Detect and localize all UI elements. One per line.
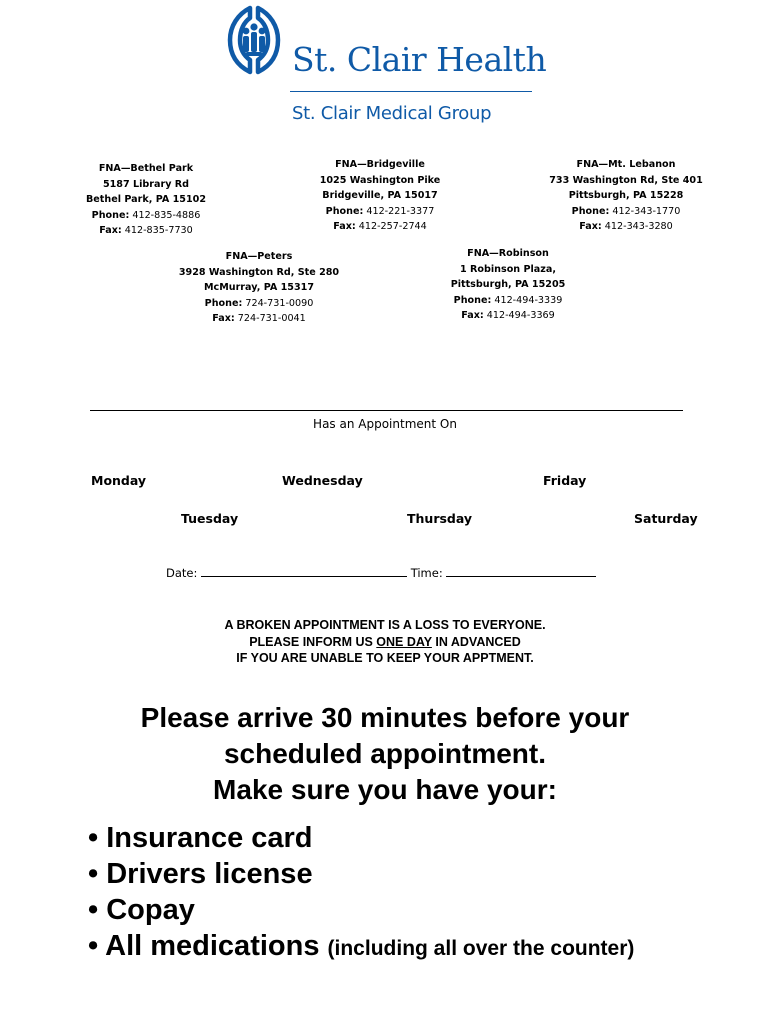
hands-family-icon	[226, 4, 282, 76]
date-label: Date:	[166, 566, 198, 580]
fax-number: 412-835-7730	[124, 225, 193, 236]
office-city: Bethel Park, PA 15102	[85, 194, 207, 205]
phone-label: Phone:	[91, 209, 130, 221]
office-peters	[179, 249, 339, 327]
fax-number: 724-731-0041	[237, 313, 306, 324]
office-city: Pittsburgh, PA 15228	[568, 190, 684, 201]
office-street: 1025 Washington Pike	[319, 174, 441, 186]
phone-label: Phone:	[453, 294, 492, 306]
office-street: 733 Washington Rd, Ste 401	[549, 174, 703, 186]
appointment-label: Has an Appointment On	[313, 417, 457, 431]
broken-appointment-warning	[0, 617, 770, 667]
office-street: 5187 Library Rd	[102, 178, 190, 190]
office-name: FNA—Bethel Park	[98, 163, 194, 174]
day-monday[interactable]: Monday	[91, 473, 147, 488]
fax-number: 412-494-3369	[486, 310, 555, 321]
office-name: FNA—Peters	[225, 251, 293, 262]
warning-one-day: ONE DAY	[376, 634, 432, 649]
phone-number: 412-494-3339	[494, 294, 563, 306]
office-fax	[320, 219, 441, 235]
bring-checklist	[88, 820, 634, 967]
fax-label: Fax:	[461, 310, 484, 321]
office-city: Pittsburgh, PA 15205	[450, 279, 566, 290]
day-thursday[interactable]: Thursday	[407, 511, 473, 526]
phone-label: Phone:	[204, 297, 243, 309]
phone-number: 412-221-3377	[366, 205, 435, 217]
warning-line-2	[0, 634, 770, 651]
office-city: McMurray, PA 15317	[203, 282, 315, 293]
day-tuesday[interactable]: Tuesday	[181, 511, 239, 526]
office-phone	[86, 208, 206, 224]
fax-label: Fax:	[579, 221, 602, 232]
office-robinson	[451, 246, 566, 324]
office-phone	[179, 296, 339, 312]
list-item	[88, 928, 634, 967]
brand-divider	[290, 91, 532, 92]
office-phone	[451, 293, 566, 309]
date-time-row	[166, 566, 596, 580]
arrival-line-3: Make sure you have your:	[213, 774, 557, 805]
office-street: 3928 Washington Rd, Ste 280	[178, 266, 340, 278]
fax-label: Fax:	[99, 225, 122, 236]
office-phone	[320, 204, 441, 220]
warning-line-1: A BROKEN APPOINTMENT IS A LOSS TO EVERYONE.	[224, 618, 546, 632]
list-item: • Drivers license	[88, 858, 313, 890]
patient-name-line[interactable]	[90, 410, 683, 411]
phone-number: 412-835-4886	[132, 209, 201, 221]
office-fax	[179, 311, 339, 327]
medications-item: • All medications	[88, 930, 320, 962]
office-fax	[549, 219, 703, 235]
brand-subtitle: St. Clair Medical Group	[292, 103, 492, 124]
fax-label: Fax:	[333, 221, 356, 232]
office-mt-lebanon	[549, 157, 703, 235]
day-wednesday[interactable]: Wednesday	[282, 473, 363, 488]
day-saturday[interactable]: Saturday	[634, 511, 698, 526]
phone-number: 412-343-1770	[612, 205, 681, 217]
date-field[interactable]	[201, 566, 407, 577]
office-fax	[86, 223, 206, 239]
list-item: • Copay	[88, 894, 195, 926]
warning-line-2-pre: PLEASE INFORM US	[249, 634, 377, 649]
list-item: • Insurance card	[88, 822, 313, 854]
office-bethel-park	[86, 161, 206, 239]
office-phone	[549, 204, 703, 220]
day-friday[interactable]: Friday	[543, 473, 587, 488]
office-name: FNA—Robinson	[467, 248, 549, 259]
fax-number: 412-257-2744	[358, 221, 427, 232]
office-street: 1 Robinson Plaza,	[460, 263, 556, 275]
time-field[interactable]	[446, 566, 596, 577]
warning-line-2-post: IN ADVANCED	[431, 634, 521, 649]
medications-note: (including all over the counter)	[327, 937, 635, 960]
phone-label: Phone:	[325, 205, 364, 217]
fax-label: Fax:	[212, 313, 235, 324]
arrival-line-1: Please arrive 30 minutes before your	[140, 702, 630, 733]
office-bridgeville	[320, 157, 441, 235]
arrival-line-2: scheduled appointment.	[223, 738, 547, 769]
office-city: Bridgeville, PA 15017	[322, 190, 438, 201]
time-label: Time:	[410, 566, 443, 580]
office-name: FNA—Mt. Lebanon	[576, 159, 676, 170]
office-name: FNA—Bridgeville	[335, 159, 425, 170]
phone-label: Phone:	[571, 205, 610, 217]
office-fax	[451, 308, 566, 324]
phone-number: 724-731-0090	[245, 297, 314, 309]
brand-name: St. Clair Health	[292, 40, 547, 79]
fax-number: 412-343-3280	[604, 221, 673, 232]
arrival-instructions	[0, 700, 770, 808]
warning-line-3: IF YOU ARE UNABLE TO KEEP YOUR APPTMENT.	[236, 651, 534, 665]
